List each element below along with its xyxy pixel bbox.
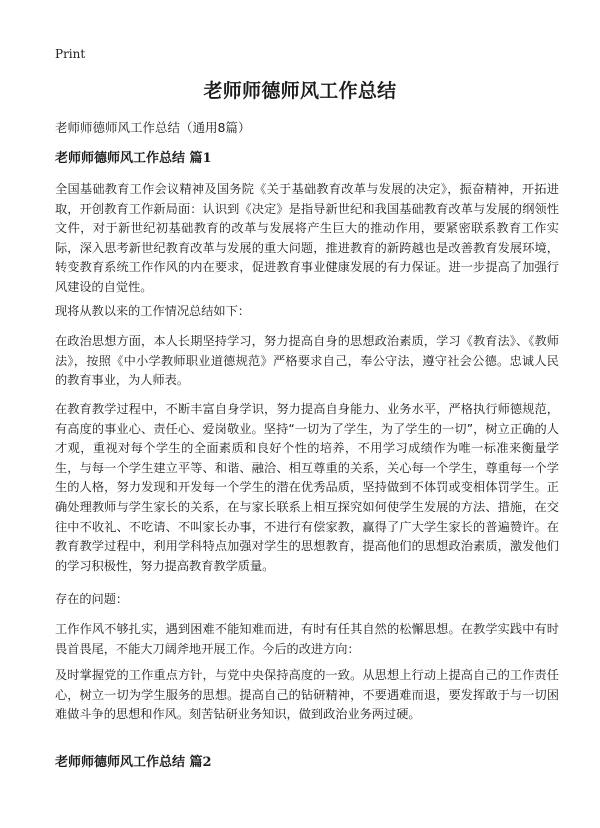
paragraph-teaching: 在教育教学过程中，不断丰富自身学识，努力提高自身能力、业务水平，严格执行师德规范，有高度的事业心、责任心、爱岗敬业。坚持“一切为了学生，为了学生的一切”，树立正确的人才观，重视对每个学生的全面素质和良好个性的培养，不用学习成绩作为唯一标准来衡量学生，与每一个学生建立平等、和谐、融洽、相互尊重的关系，关心每一个学生，尊重每一个学生的人格，努力发现和开发每一个学生的潜在优秀品质，坚持做到不体罚或变相体罚学生。正确处理教师与学生家长的关系，在与家长联系上相互探究如何使学生发展的方法、措施，在交往中不收礼、不吃请、不叫家长办事，不进行有偿家教，赢得了广大学生家长的普遍赞许。在教育教学过程中，利用学科特点加强对学生的思想教育，提高他们的思想政治素质，激发他们的学习积极性，努力提高教育教学质量。 [55, 402, 559, 573]
document-subtitle: 老师师德师风工作总结（通用8篇） [55, 120, 251, 135]
paragraph-problems-lead: 存在的问题： [55, 592, 129, 606]
section-heading-2: 老师师德师风工作总结 篇2 [55, 755, 212, 770]
paragraph-intro: 全国基础教育工作会议精神及国务院《关于基础教育改革与发展的决定》，振奋精神，开拓进取，开创教育工作新局面：认识到《决定》是指导新世纪和我国基础教育改革与发展的纲领性文件，对于新世纪初基础教育的改革与发展将产生巨大的推动作用，要紧密联系教育工作实际，深入思考新世纪教育改革与发展的重大问题，推进教育的新跨越也是改善教育发展环境，转变教育系统工作作风的内在要求，促进教育事业健康发展的有力保证。进一步提高了加强行风建设的自觉性。 [55, 182, 559, 294]
paragraph-political: 在政治思想方面，本人长期坚持学习，努力提高自身的思想政治素质，学习《教育法》、《教师法》，按照《中小学教师职业道德规范》严格要求自己，奉公守法，遵守社会公德。忠诚人民的教育事业，为人师表。 [55, 334, 559, 388]
page-title: 老师师德师风工作总结 [203, 80, 397, 102]
paragraph-summary-lead: 现将从教以来的工作情况总结如下： [55, 304, 250, 318]
paragraph-problems: 工作作风不够扎实，遇到困难不能知难而进，有时有任其自然的松懈思想。在教学实践中有时畏首畏尾，不能大刀阔斧地开展工作。今后的改进方向： [55, 622, 559, 656]
paragraph-improvement: 及时掌握党的工作重点方针，与党中央保持高度的一致。从思想上行动上提高自己的工作责任心，树立一切为学生服务的思想。提高自己的钻研精神，不要遇难而退，要发挥敢于与一切困难做斗争的思想和作风。刻苦钻研业务知识，做到政治业务两过硬。 [55, 668, 559, 722]
section-heading-1: 老师师德师风工作总结 篇1 [55, 151, 212, 166]
print-link[interactable]: Print [55, 47, 86, 61]
